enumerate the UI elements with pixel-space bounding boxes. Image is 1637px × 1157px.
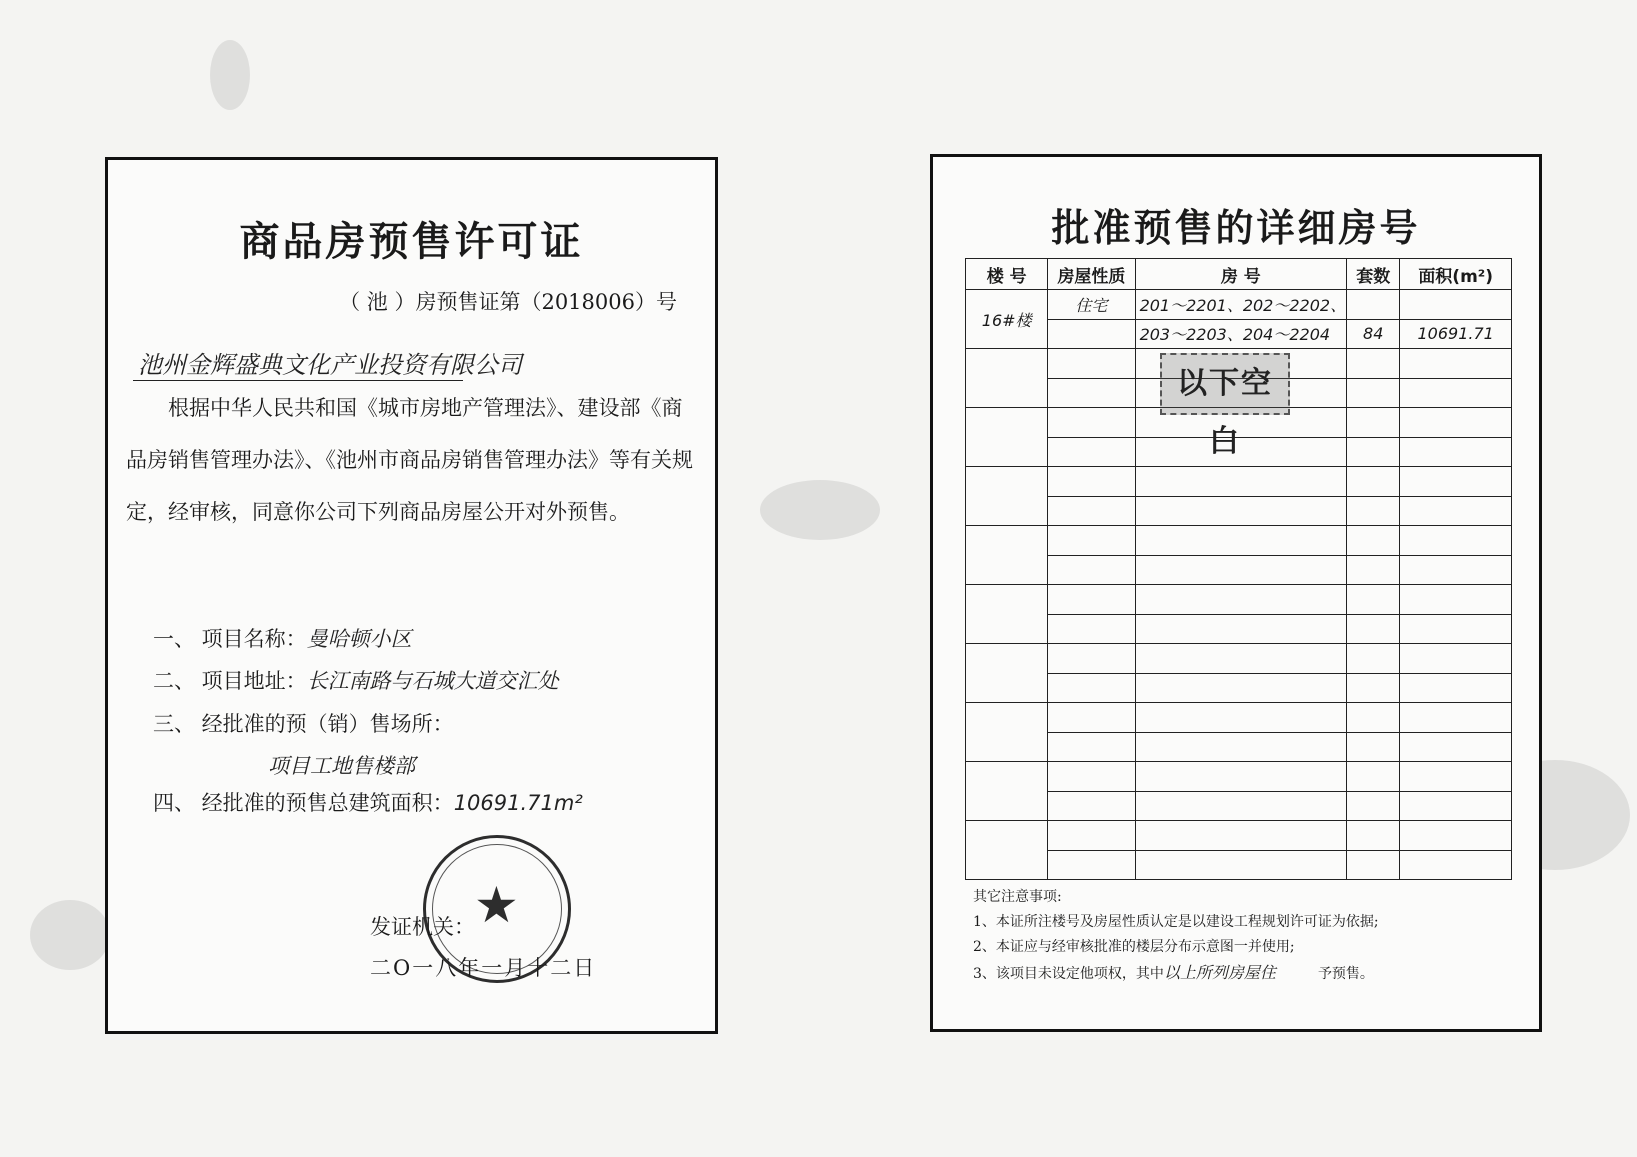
blank-cell bbox=[1048, 762, 1135, 792]
blank-cell bbox=[1135, 614, 1347, 644]
blank-cell bbox=[1048, 496, 1135, 526]
blank-cell bbox=[1048, 703, 1135, 733]
blank-cell bbox=[1400, 644, 1512, 674]
blank-cell bbox=[1048, 378, 1135, 408]
blank-cell bbox=[1400, 821, 1512, 851]
blank-cell bbox=[1400, 437, 1512, 467]
blank-cell bbox=[1347, 408, 1400, 438]
blank-cell bbox=[1135, 644, 1347, 674]
blank-cell bbox=[1048, 850, 1135, 880]
units-table bbox=[965, 258, 1512, 880]
blank-row bbox=[966, 614, 1512, 644]
project-name-value: 曼哈顿小区 bbox=[306, 627, 412, 651]
note-1: 1、本证所注楼号及房屋性质认定是以建设工程规划许可证为依据; bbox=[973, 914, 1379, 930]
header-nature: 房屋性质 bbox=[1048, 259, 1135, 290]
presale-permit-panel bbox=[105, 157, 718, 1034]
project-address-row bbox=[153, 665, 559, 695]
blank-cell bbox=[1400, 762, 1512, 792]
blank-cell bbox=[1135, 762, 1347, 792]
project-name-label: 一、 项目名称： bbox=[153, 627, 307, 651]
note-3-suffix: 予预售。 bbox=[1317, 966, 1374, 982]
blank-cell bbox=[1347, 614, 1400, 644]
blank-cell bbox=[1135, 555, 1347, 585]
blank-cell bbox=[966, 585, 1048, 644]
blank-row bbox=[966, 526, 1512, 556]
blank-cell bbox=[1048, 437, 1135, 467]
blank-cell bbox=[1347, 526, 1400, 556]
blank-cell bbox=[1048, 614, 1135, 644]
total-area-value: 10691.71m² bbox=[453, 791, 583, 815]
blank-cell bbox=[1347, 821, 1400, 851]
count-cell-empty bbox=[1347, 290, 1400, 320]
table-header-row bbox=[966, 259, 1512, 290]
blank-cell bbox=[1400, 791, 1512, 821]
note-2: 2、本证应与经审核批准的楼层分布示意图一并使用; bbox=[973, 939, 1295, 955]
blank-cell bbox=[1400, 408, 1512, 438]
blank-cell bbox=[1347, 555, 1400, 585]
blank-row bbox=[966, 762, 1512, 792]
blank-row bbox=[966, 732, 1512, 762]
sales-venue-value: 项目工地售楼部 bbox=[268, 754, 415, 778]
blank-below-stamp: 以下空白 bbox=[1160, 353, 1290, 415]
blank-row bbox=[966, 555, 1512, 585]
issuing-authority: 发证机关： bbox=[370, 915, 475, 939]
blank-cell bbox=[1347, 437, 1400, 467]
company-underline bbox=[133, 380, 463, 381]
blank-cell bbox=[1135, 850, 1347, 880]
note-3 bbox=[973, 960, 1379, 987]
blank-cell bbox=[1400, 850, 1512, 880]
blank-cell bbox=[1400, 349, 1512, 379]
notes-section bbox=[973, 885, 1379, 987]
blank-cell bbox=[1400, 526, 1512, 556]
count-cell: 84 bbox=[1347, 319, 1400, 349]
blank-row bbox=[966, 644, 1512, 674]
blank-cell bbox=[1135, 673, 1347, 703]
blank-cell bbox=[1347, 585, 1400, 615]
total-area-row bbox=[153, 787, 583, 817]
total-area-label: 四、 经批准的预售总建筑面积： bbox=[153, 791, 454, 815]
rooms-cell-1: 201～2201、202～2202、 bbox=[1135, 290, 1347, 320]
nature-cell-2 bbox=[1048, 319, 1135, 349]
note-3-prefix: 3、该项目未设定他项权，其中 bbox=[973, 966, 1164, 982]
approval-paragraph: 根据中华人民共和国《城市房地产管理法》、建设部《商品房销售管理办法》、《池州市商品房销售管理办法》等有关规定，经审核，同意你公司下列商品房屋公开对外预售。 bbox=[126, 396, 693, 524]
blank-cell bbox=[1347, 762, 1400, 792]
blank-cell bbox=[1048, 673, 1135, 703]
blank-row bbox=[966, 673, 1512, 703]
company-name: 池州金辉盛典文化产业投资有限公司 bbox=[138, 351, 522, 379]
blank-cell bbox=[1347, 850, 1400, 880]
blank-cell bbox=[1347, 349, 1400, 379]
blank-cell bbox=[966, 467, 1048, 526]
project-name-row bbox=[153, 623, 412, 653]
permit-title: 商品房预售许可证 bbox=[239, 219, 584, 265]
area-cell-empty bbox=[1400, 290, 1512, 320]
blank-cell bbox=[1347, 703, 1400, 733]
blank-cell bbox=[1347, 467, 1400, 497]
blank-cell bbox=[966, 821, 1048, 880]
blank-cell bbox=[1135, 732, 1347, 762]
blank-cell bbox=[1400, 673, 1512, 703]
blank-row bbox=[966, 850, 1512, 880]
blank-cell bbox=[1048, 526, 1135, 556]
blank-cell bbox=[1347, 791, 1400, 821]
blank-cell bbox=[1400, 585, 1512, 615]
sales-venue-label: 三、 经批准的预（销）售场所： bbox=[153, 712, 454, 736]
issue-date: 二O一八年一月十二日 bbox=[370, 956, 597, 980]
blank-cell bbox=[966, 703, 1048, 762]
blank-cell bbox=[1400, 732, 1512, 762]
note-3-handwritten: 以上所列房屋住 bbox=[1163, 963, 1276, 982]
seal-star-icon: ★ bbox=[474, 876, 519, 934]
blank-cell bbox=[1400, 378, 1512, 408]
units-title: 批准预售的详细房号 bbox=[1051, 206, 1421, 250]
blank-cell bbox=[1400, 703, 1512, 733]
blank-cell bbox=[966, 408, 1048, 467]
blank-cell bbox=[1400, 555, 1512, 585]
blank-cell bbox=[966, 644, 1048, 703]
blank-cell bbox=[1400, 614, 1512, 644]
blank-cell bbox=[1400, 467, 1512, 497]
approved-units-panel bbox=[930, 154, 1542, 1032]
blank-cell bbox=[1048, 349, 1135, 379]
blank-cell bbox=[1048, 585, 1135, 615]
blank-row bbox=[966, 703, 1512, 733]
blank-cell bbox=[1048, 644, 1135, 674]
blank-cell bbox=[1400, 496, 1512, 526]
notes-title: 其它注意事项: bbox=[973, 889, 1062, 905]
table-row bbox=[966, 319, 1512, 349]
blank-cell bbox=[1347, 644, 1400, 674]
nature-cell: 住宅 bbox=[1048, 290, 1135, 320]
blank-row bbox=[966, 821, 1512, 851]
header-count: 套数 bbox=[1347, 259, 1400, 290]
blank-cell bbox=[1048, 408, 1135, 438]
blank-cell bbox=[1048, 555, 1135, 585]
blank-cell bbox=[1048, 732, 1135, 762]
blank-row bbox=[966, 496, 1512, 526]
blank-cell bbox=[966, 349, 1048, 408]
rooms-cell-2: 203～2203、204～2204 bbox=[1135, 319, 1347, 349]
blank-cell bbox=[1347, 496, 1400, 526]
blank-cell bbox=[1135, 791, 1347, 821]
blank-cell bbox=[1135, 496, 1347, 526]
blank-cell bbox=[1135, 526, 1347, 556]
certificate-number: （ 池 ）房预售证第（2018006）号 bbox=[339, 290, 677, 314]
blank-cell bbox=[1048, 821, 1135, 851]
blank-cell bbox=[1135, 703, 1347, 733]
header-rooms: 房 号 bbox=[1135, 259, 1347, 290]
area-cell: 10691.71 bbox=[1400, 319, 1512, 349]
blank-cell bbox=[966, 526, 1048, 585]
project-address-value: 长江南路与石城大道交汇处 bbox=[306, 669, 559, 693]
blank-cell bbox=[1048, 467, 1135, 497]
blank-cell bbox=[966, 762, 1048, 821]
blank-cell bbox=[1347, 673, 1400, 703]
blank-cell bbox=[1135, 585, 1347, 615]
blank-row bbox=[966, 585, 1512, 615]
blank-cell bbox=[1347, 732, 1400, 762]
blank-cell bbox=[1135, 821, 1347, 851]
blank-cell bbox=[1347, 378, 1400, 408]
project-address-label: 二、 项目地址： bbox=[153, 669, 307, 693]
building-cell: 16#楼 bbox=[966, 290, 1048, 349]
header-building: 楼 号 bbox=[966, 259, 1048, 290]
header-area: 面积(m²) bbox=[1400, 259, 1512, 290]
table-row bbox=[966, 290, 1512, 320]
blank-row bbox=[966, 791, 1512, 821]
blank-cell bbox=[1048, 791, 1135, 821]
